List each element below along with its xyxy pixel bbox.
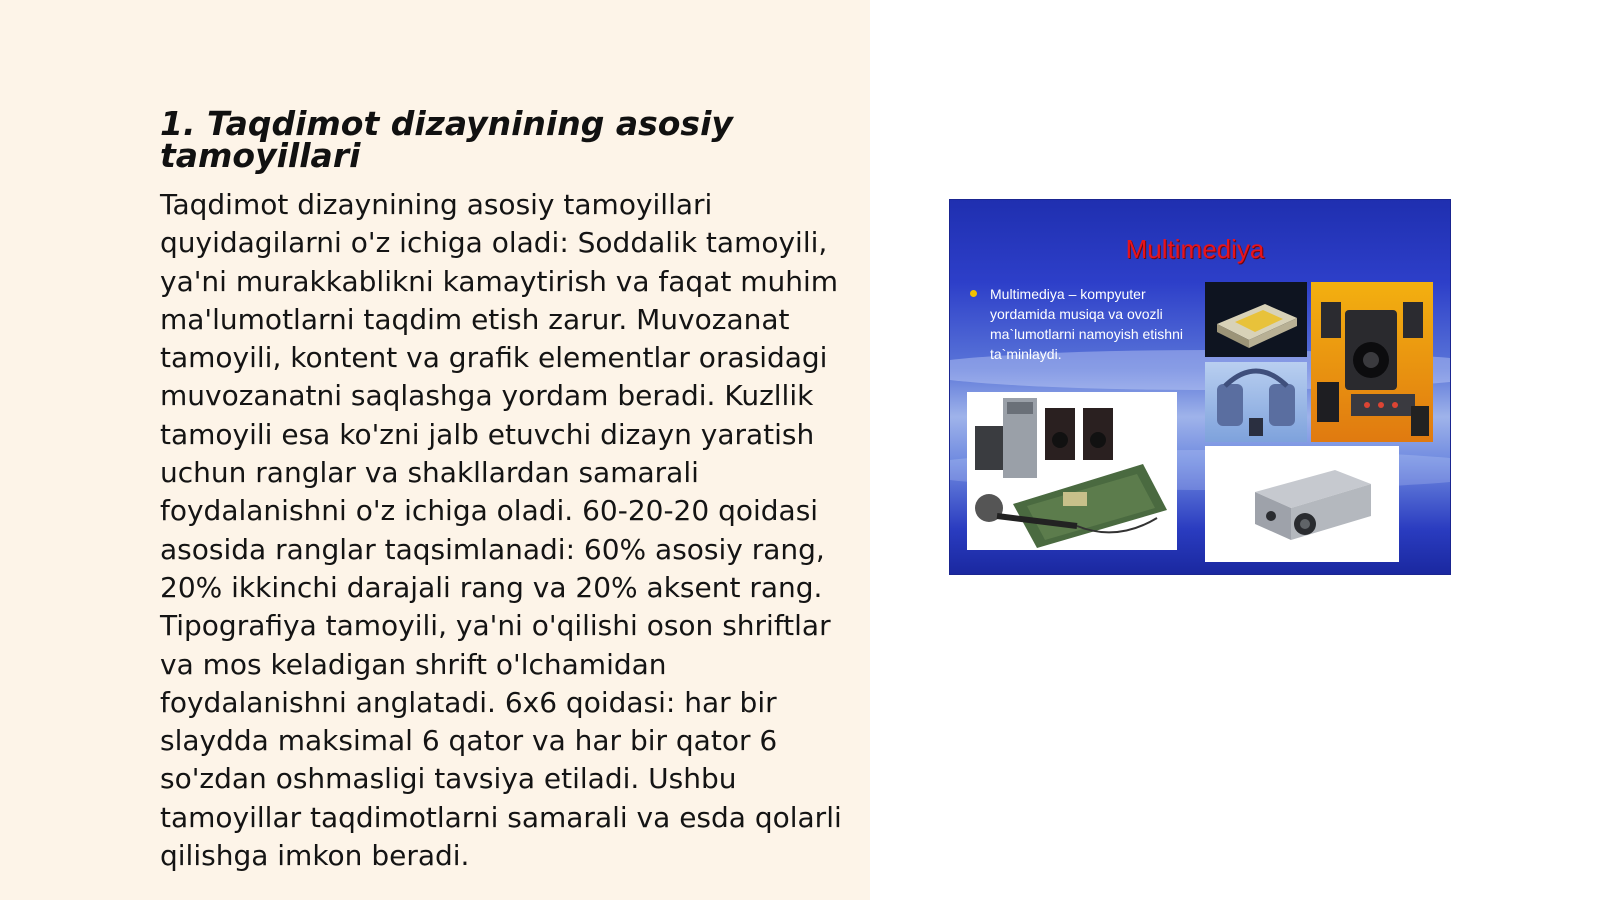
image-title: Multimediya <box>1125 234 1265 264</box>
speakers-photo-icon <box>1311 282 1433 442</box>
image-bullet-text: Multimediya – kompyuter yordamida musiqa va ovozli ma`lumotlarni namoyish etishni ta`minlaydi. <box>990 286 1183 362</box>
drive-photo-icon <box>1205 282 1307 357</box>
body-text: Taqdimot dizaynining asosiy tamoyillari quyidagilarni o'z ichiga oladi: Soddalik tamoyili, ya'ni murakkablikni kamaytirish va faqat muhim ma'lumotlarni taqdim etish zarur. Muvozanat tamoyili, kontent va grafik elementlar orasidagi muvozanatni saqlashga yordam beradi. Kuzllik tamoyili esa ko'zni jalb etuvchi dizayn yaratish uchun ranglar va shakllardan samarali foydalanishni o'z ichiga oladi. 60-20-20 qoidasi asosida ranglar taqsimlanadi: 60% asosiy rang, 20% ikkinchi darajali rang va 20% aksent rang. Tipografiya tamoyili, ya'ni o'qilishi oson shriftlar va mos keladigan shrift o'lchamidan foydalanishni anglatadi. 6x6 qoidasi: har bir slaydda maksimal 6 qator va har bir qator 6 so'zdan oshmasligi tavsiya etiladi. Ushbu tamoyillar taqdimotlarni samarali va esda qolarli qilishga imkon beradi. <box>160 188 842 873</box>
slide-title: 1. Taqdimot dizaynining asosiy tamoyillari <box>160 104 733 175</box>
computer-microphone-photo-icon <box>967 392 1177 550</box>
multimedia-slide-image <box>950 200 1450 574</box>
headset-photo-icon <box>1205 362 1307 442</box>
bullet-marker-icon <box>970 290 977 297</box>
projector-photo-icon <box>1205 446 1399 562</box>
